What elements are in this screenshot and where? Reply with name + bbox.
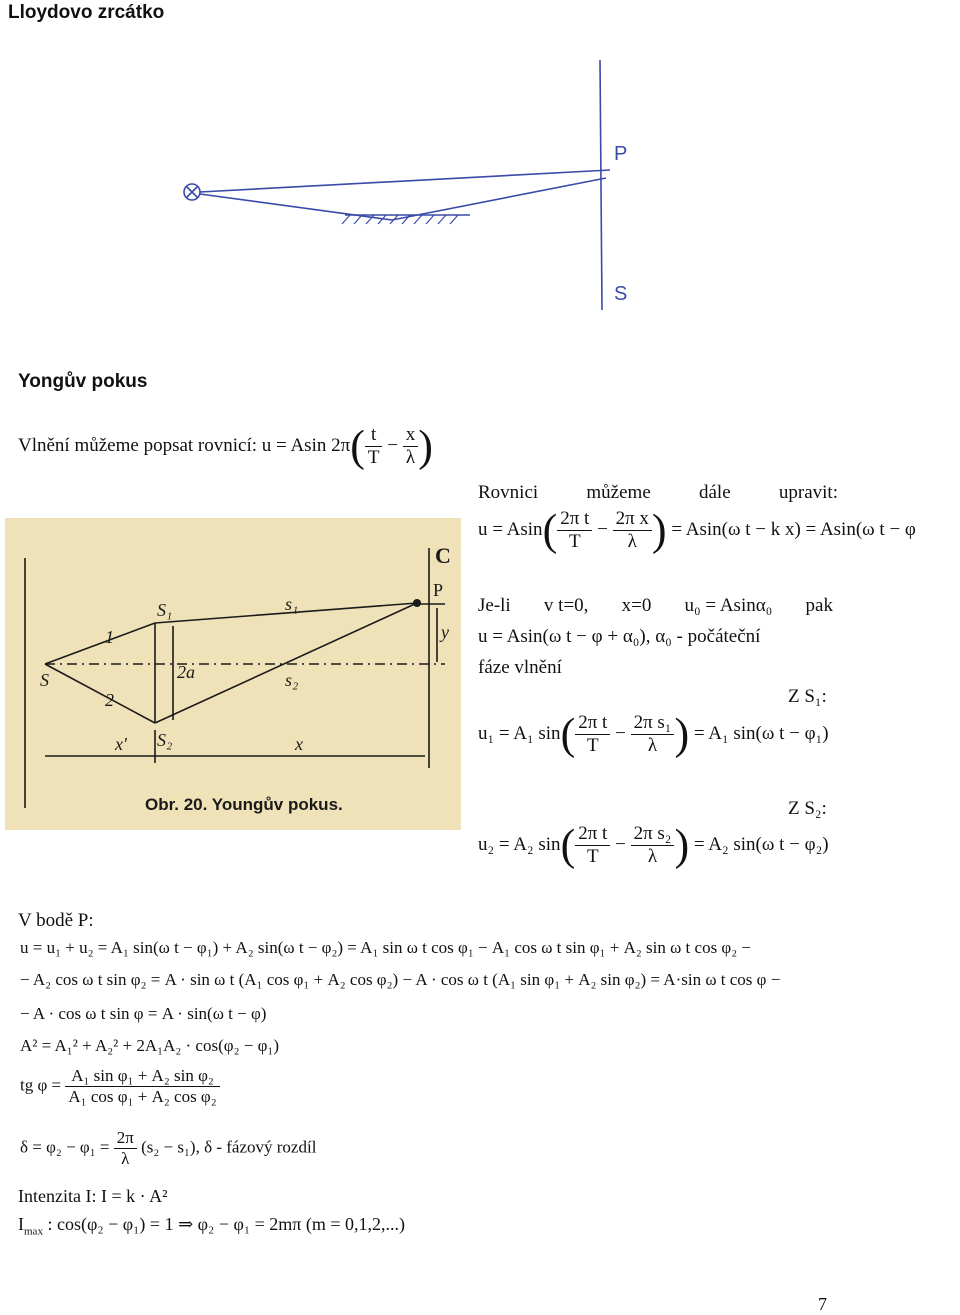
intro-frac-x: $\frac{x}{\lambda}$ <box>403 424 419 469</box>
s2-frac2: $\frac{\text{2π s₂}}{\lambda}$ <box>631 823 675 868</box>
s1-rhs: = A₁ sin(ω t − φ₁) <box>693 722 829 744</box>
s1-frac2: $\frac{\text{2π s₁}}{\lambda}$ <box>631 712 675 757</box>
intro-equation: Vlnění můžeme popsat rovnicí: u = Asin 2π( $\frac{t}{T}$ − $\frac{x}{\lambda}$ ) <box>18 421 433 471</box>
rovnici-w3: dále <box>699 482 731 503</box>
s2-minus: − <box>615 833 626 855</box>
young-label-c: C <box>435 543 451 568</box>
s1-minus: − <box>615 722 626 744</box>
imax-rest: : cos(φ₂ − φ₁) = 1 ⇒ φ₂ − φ₁ = 2mπ (m = 0,1,2,...) <box>42 1214 406 1234</box>
eq-modify-frac2: $\frac{\text{2π x}}{\lambda}$ <box>613 508 652 553</box>
tg-equation <box>20 1066 220 1107</box>
jeli-line1 <box>478 595 833 617</box>
jeli-w4: u₀ = Asinα₀ <box>684 595 773 616</box>
s1-label: Z S₁: <box>788 686 827 707</box>
eq-modify-lhs: u = Asin <box>478 518 543 540</box>
young-label-p: P <box>433 580 444 600</box>
jeli-line3: fáze vlnění <box>478 657 562 678</box>
point-p-amplitude: A² = A₁² + A₂² + 2A₁A₂ · cos(φ₂ − φ₁) <box>20 1036 279 1055</box>
page-number: 7 <box>818 1294 827 1314</box>
intro-frac-t: $\frac{t}{T}$ <box>365 424 383 469</box>
s2-label: Z S₂: <box>788 798 827 819</box>
jeli-w3: x=0 <box>621 595 652 616</box>
young-label-ray1: 1 <box>105 627 114 647</box>
heading-lloyd: Lloydovo zrcátko <box>8 2 165 23</box>
lloyd-label-s: S <box>614 283 628 305</box>
jeli-w2: v t=0, <box>543 595 589 616</box>
intro-eq: = <box>276 434 287 456</box>
s1-lhs: u₁ = A₁ sin <box>478 722 561 744</box>
young-figure-photo <box>5 518 461 830</box>
intensity-line: Intenzita I: I = k · A² <box>18 1186 168 1206</box>
delta-rhs: (s₂ − s₁), δ - fázový rozdíl <box>141 1137 317 1157</box>
young-label-s1: S₁ <box>157 600 173 620</box>
lloyd-mirror-figure <box>170 60 650 310</box>
intro-lhs: u <box>261 434 272 456</box>
delta-fraction: $\frac{2\pi}{\lambda}$ <box>114 1128 137 1169</box>
s2-lhs: u₂ = A₂ sin <box>478 833 561 855</box>
tg-fraction: $\frac{\text{A₁ sin φ₁ + A₂ sin φ₂}}{\text{A₁ cos φ₁ + A₂ cos φ₂}}$ <box>65 1066 219 1107</box>
young-label-xprime: x' <box>115 734 127 754</box>
eq-modify-frac1: $\frac{\text{2π t}}{T}$ <box>557 508 592 553</box>
intro-minus: − <box>387 434 398 456</box>
jeli-w1: Je-li <box>478 595 511 616</box>
s2-equation: u₂ = A₂ sin( $\frac{\text{2π t}}{T}$ − $\frac{\text{2π s₂}}{\lambda}$ ) = A₂ sin(ω t − φ₂) <box>478 820 829 870</box>
imax-line <box>18 1214 405 1238</box>
young-label-x: x <box>295 734 303 754</box>
young-label-s2-path: s₂ <box>285 670 299 690</box>
young-label-2a: 2a <box>177 662 195 682</box>
s2-frac1: $\frac{\text{2π t}}{T}$ <box>575 823 610 868</box>
young-label-s1-path: s₁ <box>285 594 299 614</box>
lloyd-label-p: P <box>614 143 628 165</box>
s1-frac1: $\frac{\text{2π t}}{T}$ <box>575 712 610 757</box>
young-label-y: y <box>441 622 449 642</box>
tg-lhs: tg φ = <box>20 1075 62 1095</box>
imax-sub: max <box>24 1225 43 1238</box>
intro-text: Vlnění můžeme popsat rovnicí: <box>18 434 258 456</box>
heading-young: Yongův pokus <box>18 371 148 392</box>
young-label-s2: S₂ <box>157 730 173 750</box>
rovnici-line <box>478 482 838 504</box>
delta-equation <box>20 1128 316 1169</box>
rovnici-w2: můžeme <box>586 482 651 503</box>
jeli-w5: pak <box>805 595 833 616</box>
eq-modify: u = Asin( $\frac{\text{2π t}}{T}$ − $\frac{\text{2π x}}{\lambda}$ ) = Asin(ω t − k x) = Asin(ω t − φ <box>478 505 916 555</box>
young-label-s: S <box>40 670 49 690</box>
point-p-line3: − A · cos ω t sin φ = A · sin(ω t − φ) <box>20 1004 267 1023</box>
rovnici-w1: Rovnici <box>478 482 539 503</box>
delta-lhs: δ = φ₂ − φ₁ = <box>20 1137 110 1157</box>
young-label-ray2: 2 <box>105 690 114 710</box>
jeli-line2: u = Asin(ω t − φ + α₀), α₀ - počáteční <box>478 626 761 647</box>
intro-amp: Asin 2π <box>290 434 351 456</box>
eq-modify-minus: − <box>597 518 608 540</box>
young-caption: Obr. 20. Youngův pokus. <box>145 795 343 814</box>
imax-label: I <box>18 1214 24 1234</box>
point-p-heading: V bodě P: <box>18 910 94 931</box>
rovnici-w4: upravit: <box>778 482 838 503</box>
point-p-line1: u = u₁ + u₂ = A₁ sin(ω t − φ₁) + A₂ sin(ω t − φ₂) = A₁ sin ω t cos φ₁ − A₁ cos ω t sin φ₁ + A₂ sin ω t cos φ₂ − <box>20 938 752 957</box>
point-p-line2: − A₂ cos ω t sin φ₂ = A · sin ω t (A₁ cos φ₁ + A₂ cos φ₂) − A · cos ω t (A₁ sin φ₁ + A₂ sin φ₂) = A·sin ω t cos φ − <box>20 970 781 989</box>
eq-modify-rhs: = Asin(ω t − k x) = Asin(ω t − φ <box>671 518 916 540</box>
young-figure-drawing <box>5 518 461 830</box>
young-point-p <box>413 599 421 607</box>
s1-equation: u₁ = A₁ sin( $\frac{\text{2π t}}{T}$ − $\frac{\text{2π s₁}}{\lambda}$ ) = A₁ sin(ω t − φ₁) <box>478 709 829 759</box>
s2-rhs: = A₂ sin(ω t − φ₂) <box>693 833 829 855</box>
